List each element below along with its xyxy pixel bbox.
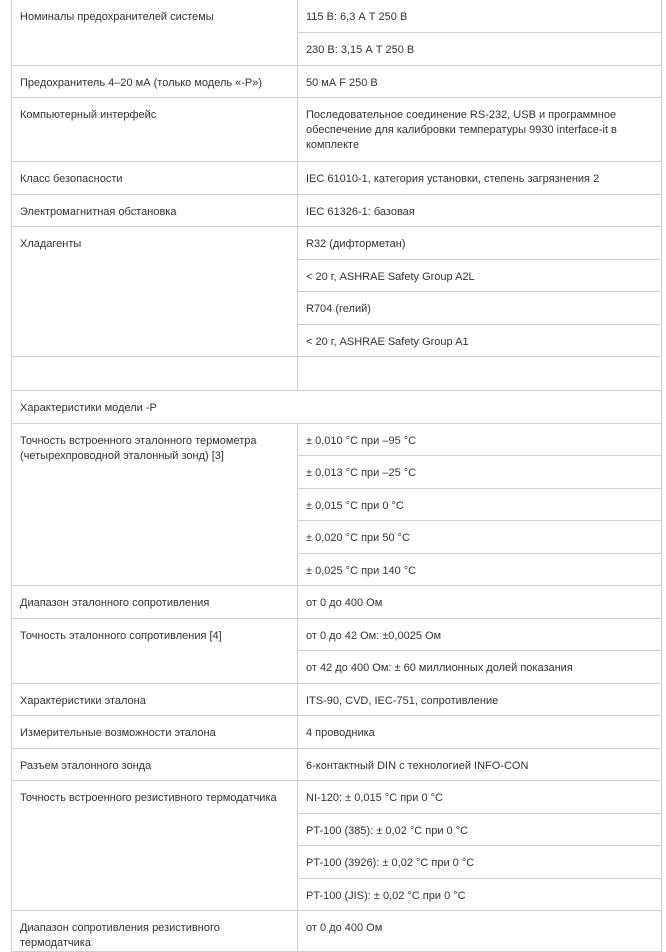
spec-value: от 42 до 400 Ом: ± 60 миллионных долей показания [298,651,662,684]
spec-label: Точность встроенного резистивного термодатчика [12,781,298,911]
spec-value: PT-100 (3926): ± 0,02 °C при 0 °C [298,846,662,879]
spec-row [12,716,662,749]
spec-value: IEC 61010-1, категория установки, степень загрязнения 2 [298,162,662,195]
spec-value: 115 В: 6,3 А Т 250 В [298,0,662,33]
spec-value: от 0 до 400 Ом [298,911,662,952]
spec-label: Класс безопасности [12,162,298,195]
spec-label: Предохранитель 4–20 мА (только модель «-P») [12,65,298,98]
spec-value: 50 мА F 250 В [298,65,662,98]
spec-value: ± 0,025 °C при 140 °C [298,553,662,586]
spec-value: < 20 г, ASHRAE Safety Group A2L [298,259,662,292]
spec-label: Компьютерный интерфейс [12,98,298,162]
spec-row [12,194,662,227]
spec-label: Электромагнитная обстановка [12,194,298,227]
spec-value: ± 0,013 °C при –25 °C [298,456,662,489]
spec-value: ± 0,010 °C при –95 °C [298,423,662,456]
spec-label: Характеристики эталона [12,683,298,716]
spec-value: ITS-90, CVD, IEC-751, сопротивление [298,683,662,716]
spec-value: ± 0,015 °C при 0 °C [298,488,662,521]
spec-value: Последовательное соединение RS-232, USB и программное обеспечение для калибровки температуры 9930 interface-it в комплекте [298,98,662,162]
spec-value: NI-120: ± 0,015 °C при 0 °C [298,781,662,814]
spec-value: 4 проводника [298,716,662,749]
spec-value: 230 В: 3,15 А Т 250 В [298,33,662,66]
spec-row [12,748,662,781]
spec-label: Хладагенты [12,227,298,357]
spec-value: ± 0,020 °C при 50 °C [298,521,662,554]
spec-label: Диапазон сопротивления резистивного термодатчика [12,911,298,952]
spec-label: Номиналы предохранителей системы [12,0,298,65]
spec-value: PT-100 (385): ± 0,02 °C при 0 °C [298,813,662,846]
spec-row [12,911,662,952]
spec-row [12,618,662,651]
section-row [12,391,662,424]
spec-value: от 0 до 400 Ом [298,586,662,619]
spec-label: Измерительные возможности эталона [12,716,298,749]
spec-table-body [12,0,662,952]
spec-label: Диапазон эталонного сопротивления [12,586,298,619]
spec-row [12,162,662,195]
spec-value: R32 (дифторметан) [298,227,662,260]
spec-value: PT-100 (JIS): ± 0,02 °C при 0 °C [298,878,662,911]
spec-value [298,357,662,391]
spec-row [12,357,662,391]
spec-value: R704 (гелий) [298,292,662,325]
spec-table [11,0,662,952]
spec-label: Точность эталонного сопротивления [4] [12,618,298,683]
spec-label: Разъем эталонного зонда [12,748,298,781]
spec-value: IEC 61326-1: базовая [298,194,662,227]
spec-value: 6-контактный DIN с технологией INFO-CON [298,748,662,781]
spec-row [12,781,662,814]
spec-row [12,423,662,456]
spec-row [12,98,662,162]
spec-row [12,586,662,619]
spec-value: < 20 г, ASHRAE Safety Group A1 [298,324,662,357]
spec-row [12,683,662,716]
spec-value: от 0 до 42 Ом: ±0,0025 Ом [298,618,662,651]
spec-row [12,227,662,260]
spec-row [12,0,662,33]
spec-label: Точность встроенного эталонного термометра (четырехпроводной эталонный зонд) [3] [12,423,298,586]
spec-row [12,65,662,98]
section-title: Характеристики модели -P [12,391,662,424]
spec-label [12,357,298,391]
